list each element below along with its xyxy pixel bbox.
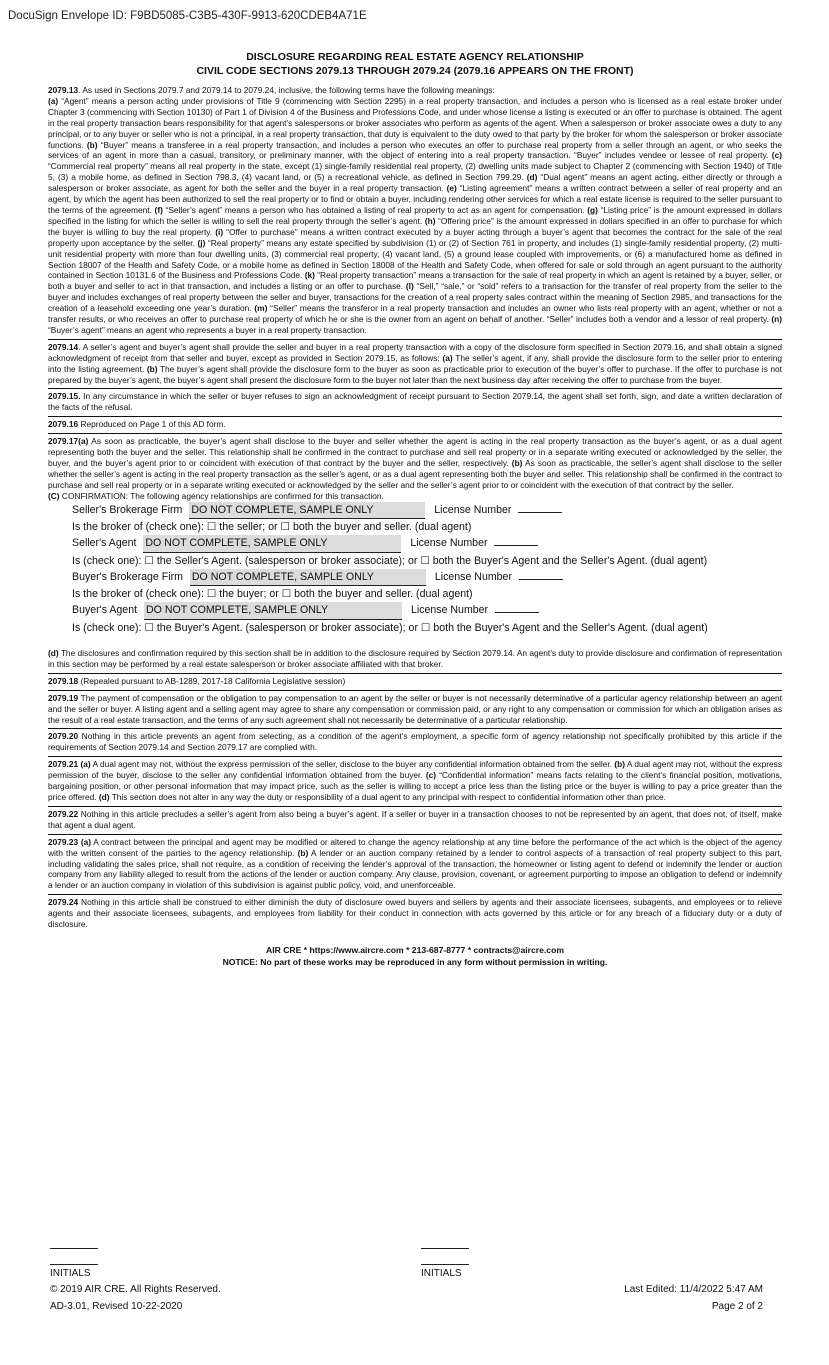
section-2079-24: 2079.24 Nothing in this article shall be construed to either diminish the duty of disclosure owed buyers and sellers by agents and their associate licensees, subagents, and employees or to relieve agents and their associate licensees, subagents, and employees from liability for their conduct in connection with acts governed by this article or for any breach of a fiduciary duty or a duty of disclosure. xyxy=(48,897,782,930)
last-edited: Last Edited: 11/4/2022 5:47 AM xyxy=(624,1284,763,1295)
copyright: © 2019 AIR CRE. All Rights Reserved. xyxy=(50,1284,221,1295)
section-divider xyxy=(48,728,782,729)
confirmation-block xyxy=(48,502,782,636)
form-id: AD-3.01, Revised 10-22-2020 xyxy=(50,1301,183,1312)
title-line-2: CIVIL CODE SECTIONS 2079.13 THROUGH 2079.24 (2079.16 APPEARS ON THE FRONT) xyxy=(196,65,634,77)
section-2079-15: 2079.15. In any circumstance in which the seller or buyer refuses to sign an acknowledgment of receipt pursuant to Section 2079.14, the agent shall set forth, sign, and date a written declaration of the facts of the refusal. xyxy=(48,391,782,413)
footer-contact-block xyxy=(48,944,782,969)
section-divider xyxy=(48,339,782,340)
buyer-firm-row: Buyer's Brokerage Firm DO NOT COMPLETE, SAMPLE ONLY License Number xyxy=(72,569,782,586)
initials-line-left-1[interactable] xyxy=(50,1248,98,1249)
section-2079-19: 2079.19 The payment of compensation or the obligation to pay compensation to an agent by the seller or buyer is not necessarily determinative of a particular agency relationship between an agent and the seller or buyer. A listing agent and a selling agent may agree to share any compensation or commission paid, or any right to any compensation or commission for which an obligation arises as the result of a real estate transaction, and the terms of any such agreement shall not necessarily be determinative of a particular relationship. xyxy=(48,692,782,725)
seller-agent-check-row[interactable]: Is (check one): ☐ the Seller's Agent. (salesperson or broker associate); or ☐ both the Buyer's Agent and the Seller's Agent. (dual agent) xyxy=(72,554,708,567)
buyer-agent-field[interactable]: DO NOT COMPLETE, SAMPLE ONLY xyxy=(144,602,402,619)
envelope-id: DocuSign Envelope ID: F9BD5085-C3B5-430F-9913-620CDEB4A71E xyxy=(8,10,367,22)
section-divider xyxy=(48,433,782,434)
seller-agent-field[interactable]: DO NOT COMPLETE, SAMPLE ONLY xyxy=(143,535,401,552)
section-divider xyxy=(48,673,782,674)
section-divider xyxy=(48,756,782,757)
section-2079-22: 2079.22 Nothing in this article precludes a seller’s agent from also being a buyer’s agent. If a seller or buyer in a transaction chooses to not be represented by an agent, that does not, of itself, make that agent a dual agent. xyxy=(48,808,782,830)
section-2079-18: 2079.18 (Repealed pursuant to AB-1289, 2017-18 California Legislative session) xyxy=(48,675,346,686)
section-divider xyxy=(48,416,782,417)
buyer-agent-check-row[interactable]: Is (check one): ☐ the Buyer's Agent. (salesperson or broker associate); or ☐ both the Buyer's Agent and the Seller's Agent. (dual agent) xyxy=(72,621,708,634)
section-2079-17: 2079.17(a) As soon as practicable, the buyer’s agent shall disclose to the buyer and seller whether the agent is acting in the real property transaction as the buyer’s agent, or as a dual agent representing both the buyer and the seller. This relationship shall be confirmed in the contract to purchase and sell real property or in a separate writing executed or acknowledged by the seller, the buyer, and the buyer’s agent prior to or coincident with execution of that contract by the buyer and the seller, respectively. (b) As soon as practicable, the seller’s agent shall disclose to the seller whether the seller’s agent is acting in the real property transaction as the seller’s agent, or as a dual agent representing both the buyer and seller. This relationship shall be confirmed in the contract to purchase and sell real property or in a separate writing executed or acknowledged by the seller and the seller’s agent prior to or coincident with the execution of that contract by the seller. (C) CONFIRMATION: The following agency relationships are confirmed for this transaction. xyxy=(48,436,782,501)
seller-agent-license-field[interactable] xyxy=(494,545,538,546)
initials-line-right-1[interactable] xyxy=(421,1248,469,1249)
title-line-1: DISCLOSURE REGARDING REAL ESTATE AGENCY RELATIONSHIP xyxy=(246,51,584,63)
seller-firm-field[interactable]: DO NOT COMPLETE, SAMPLE ONLY xyxy=(189,502,425,519)
section-divider xyxy=(48,806,782,807)
section-divider xyxy=(48,690,782,691)
buyer-firm-license-field[interactable] xyxy=(519,579,563,580)
section-2079-17-d: (d) The disclosures and confirmation required by this section shall be in addition to the disclosure required by Section 2079.14. An agent’s duty to provide disclosure and confirmation of representation in this section may be performed by a real estate salesperson or broker associate affiliated with that broker. xyxy=(48,648,782,669)
document-title xyxy=(48,50,782,78)
buyer-agent-license-field[interactable] xyxy=(495,612,539,613)
seller-firm-row: Seller's Brokerage Firm DO NOT COMPLETE, SAMPLE ONLY License Number xyxy=(72,502,782,519)
section-2079-21: 2079.21 (a) A dual agent may not, without the express permission of the seller, disclose to the buyer any confidential information obtained from the seller. (b) A dual agent may not, without the express permission of the buyer, disclose to the seller any confidential information obtained from the buyer. (c) “Confidential information” means facts relating to the client’s financial position, motivations, bargaining position, or other personal information that may impact price, such as the seller is willing to accept a price less than the listing price or the buyer is willing to pay a price greater than the price offered. (d) This section does not alter in any way the duty or responsibility of a dual agent to any principal with respect to confidential information other than price. xyxy=(48,759,782,802)
buyer-agent-row: Buyer's Agent DO NOT COMPLETE, SAMPLE ONLY License Number xyxy=(72,602,782,619)
initials-label-right: INITIALS xyxy=(421,1268,462,1279)
footer-notice: NOTICE: No part of these works may be reproduced in any form without permission in writing. xyxy=(222,957,608,968)
page-number: Page 2 of 2 xyxy=(711,1301,763,1312)
seller-firm-license-field[interactable] xyxy=(518,512,562,513)
buyer-broker-check-row[interactable]: Is the broker of (check one): ☐ the buyer; or ☐ both the buyer and seller. (dual agent) xyxy=(72,588,473,601)
seller-agent-row: Seller's Agent DO NOT COMPLETE, SAMPLE ONLY License Number xyxy=(72,535,782,552)
section-divider xyxy=(48,894,782,895)
section-2079-13: 2079.13. As used in Sections 2079.7 and 2079.14 to 2079.24, inclusive, the following terms have the following meanings: (a) “Agent” means a person acting under provisions of Title 9 (commencing with Section 2295) in a real property transaction, and includes a person who is licensed as a real estate broker under Chapter 3 (commencing with Section 10130) of Part 1 of Division 4 of the Business and Professions Code, and under whose license a listing is executed or an offer to purchase is obtained. The agent in the real property transaction bears responsibility for that agent’s salespersons or broker associates who perform as agents of the agent. When a salesperson or broker associate owes a duty to any principal, or to any buyer or seller who is not a principal, in a real property transaction, that duty is equivalent to the duty owed to that party by the broker for whom the salesperson or broker associate functions. (b) “Buyer” means a transferee in a real property transaction, and includes a person who executes an offer to purchase real property from a seller through an agent, or who seeks the services of an agent in more than a casual, transitory, or preliminary manner, with the object of entering into a real property transaction. “Buyer” includes vendee or lessee of real property. (c) “Commercial real property” means all real property in the state, except (1) single-family residential real property, (2) dwelling units made subject to Chapter 2 (commencing with Section 1940) of Title 5, (3) a mobile home, as defined in Section 798.3, (4) vacant land, or (5) a recreational vehicle, as defined in Section 799.29. (d) “Dual agent” means an agent acting, either directly or through a salesperson or broker associate, as agent for both the seller and the buyer in a real property transaction. (e) “Listing agreement” means a written contract between a seller of real property and an agent, by which the agent has been authorized to sell the real property or to find or obtain a buyer, including rendering other services for which a real estate license is required to the seller pursuant to the terms of the agreement. (f) “Seller’s agent” means a person who has obtained a listing of real property to act as an agent for compensation. (g) “Listing price” is the amount expressed in dollars specified in the listing for which the seller is willing to sell the real property through the seller’s agent. (h) “Offering price” is the amount expressed in dollars specified in an offer to purchase for which the buyer is willing to buy the real property. (i) “Offer to purchase” means a written contract executed by a buyer acting through a buyer’s agent that becomes the contract for the sale of the real property upon acceptance by the seller. (j) “Real property” means any estate specified by subdivision (1) or (2) of Section 761 in property, and includes (1) single-family residential property, (2) multi-unit residential property with more than four dwelling units, (3) commercial real property, (4) vacant land, (5) a ground lease coupled with improvements, or (6) a manufactured home as defined in Section 18007 of the Health and Safety Code, or a mobile home as defined in Section 18008 of the Health and Safety Code, when offered for sale or sold through an agent pursuant to the authority contained in Section 10131.6 of the Business and Professions Code. (k) “Real property transaction” means a transaction for the sale of real property in which an agent is retained by a buyer, seller, or both a buyer and seller to act in that transaction, and includes a listing or an offer to purchase. (l) “Sell,” “sale,” or “sold” refers to a transaction for the transfer of real property from the seller to the buyer and includes exchanges of real property between the seller and buyer, transactions for the creation of a real property sales contract within the meaning of Section 2985, and transactions for the creation of a leasehold exceeding one year’s duration. (m) “Seller” means the transferor in a real property transaction and includes an owner who lists real property with an agent, whether or not a transfer results, or who receives an offer to purchase real property of which he or she is the owner from an agent on behalf of another. “Seller” includes both a vendor and a lessor of real property. (n) “Buyer’s agent” means an agent who represents a buyer in a real property transaction. xyxy=(48,85,783,335)
section-2079-14: 2079.14. A seller’s agent and buyer’s agent shall provide the seller and buyer in a real property transaction with a copy of the disclosure form specified in Section 2079.16, and shall obtain a signed acknowledgment of receipt from that seller and buyer, except as provided in Section 2079.15, as follows: (a) The seller’s agent, if any, shall provide the disclosure form to the seller prior to entering into the listing agreement. (b) The buyer’s agent shall provide the disclosure form to the buyer as soon as practicable prior to execution of the buyer’s offer to purchase. If the offer to purchase is not prepared by the buyer’s agent, the buyer’s agent shall present the disclosure form to the buyer not later than the next business day after receiving the offer to purchase from the buyer. xyxy=(48,341,782,385)
section-2079-20: 2079.20 Nothing in this article prevents an agent from selecting, as a condition of the agent’s employment, a specific form of agency relationship not specifically prohibited by this article if the requirements of Section 2079.14 and Section 2079.17 are complied with. xyxy=(48,731,782,753)
initials-line-left-2[interactable] xyxy=(50,1264,98,1265)
document-page xyxy=(48,50,782,969)
buyer-firm-field[interactable]: DO NOT COMPLETE, SAMPLE ONLY xyxy=(190,569,426,586)
initials-label-left: INITIALS xyxy=(50,1268,91,1279)
section-divider xyxy=(48,834,782,835)
seller-broker-check-row[interactable]: Is the broker of (check one): ☐ the seller; or ☐ both the buyer and seller. (dual agent) xyxy=(72,520,472,533)
section-divider xyxy=(48,388,782,389)
section-2079-16: 2079.16 Reproduced on Page 1 of this AD form. xyxy=(48,419,226,430)
footer-contact: AIR CRE * https://www.aircre.com * 213-687-8777 * contracts@aircre.com xyxy=(266,944,564,955)
section-2079-23: 2079.23 (a) A contract between the principal and agent may be modified or altered to change the agency relationship at any time before the performance of the act which is the object of the agency with the written consent of the parties to the agency relationship. (b) A lender or an auction company retained by a lender to control aspects of a transaction of real property subject to this part, including validating the sales price, shall not require, as a condition of receiving the lender’s approval of the transaction, the homeowner or listing agent to defend or indemnify the lender or auction company from any liability alleged to result from the actions of the lender or auction company. Any clause, provision, covenant, or agreement purporting to impose an obligation to defend or indemnify a lender or an auction company in violation of this subdivision is against public policy, void, and unenforceable. xyxy=(48,836,782,891)
initials-line-right-2[interactable] xyxy=(421,1264,469,1265)
